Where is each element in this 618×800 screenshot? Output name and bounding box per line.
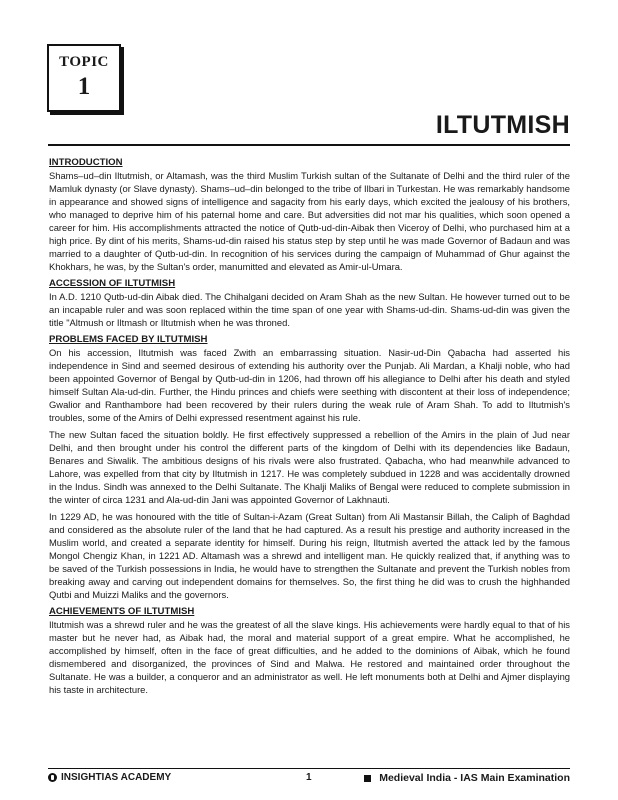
document-body — [49, 154, 570, 700]
paragraph: The new Sultan faced the situation boldly. He first effectively suppressed a rebellion of the Amirs in the plain of Jud near Delhi, and then brought under his control the different parts of the kingdom of Delhi with its dependencies like Badaun, Benares and Siwalik. The ambitious designs of his rivals were also frustrated. Qabacha, who had meanwhile advanced to Lahore, was expelled from that city by Iltutmish in 1217. He was completely subdued in 1228 and was accidentally drowned in the Indus. Sindh was annexed to the Delhi Sultanate. The Khalji Maliks of Bengal were reduced to complete submission in the winter of circa 1231 and Ala-ud-din Jani was appointed Governor of Lakhnauti. — [49, 429, 570, 505]
topic-number: 1 — [77, 73, 91, 100]
footer-divider — [48, 768, 570, 769]
page-number: 1 — [306, 772, 312, 783]
topic-label: TOPIC — [59, 54, 109, 70]
paragraph: Iltutmish was a shrewd ruler and he was the greatest of all the slave kings. His achievements were hardly equal to that of his master but he never had, as Aibak had, the moral and material support of a great empire. What he accomplished, he accomplished by himself, often in the face of great difficulties, and he added to the dominions of Aibak, which he found dismembered and disorganized, the provinces of Sind and Malwa. He restored and maintained order throughout the Sultanate. He was a builder, a conqueror and an administrator as well. He left monuments both at Delhi and Ajmer displaying his taste in architecture. — [49, 619, 570, 695]
page-title: ILTUTMISH — [435, 111, 570, 139]
section-heading: PROBLEMS FACED BY ILTUTMISH — [49, 334, 208, 345]
paragraph: On his accession, Iltutmish was faced Zwith an embarrassing situation. Nasir-ud-Din Qabacha had asserted his independence in Sind and seemed desirous of extending his authority over the Punjab. Ali Mardan, a Khalji noble, who had been appointed Governor of Bengal by Qutb-ud-din in 1206, had thrown off his allegiance to Delhi after his death and styled himself Sultan Ala-ud-din. Further, the Hindu princes and chiefs were seething with discontent at their loss of independence; Gwalior and Ranthambore had been recovered by their rulers during the weak rule of Aram Shah. To add to Iltutmish's troubles, some of the Amirs of Delhi expressed resentment against his rule. — [49, 347, 570, 423]
title-divider — [48, 144, 570, 146]
footer-series — [364, 772, 570, 784]
section-introduction — [49, 156, 570, 273]
series-title: Medieval India - IAS Main Examination — [379, 772, 570, 784]
section-problems — [49, 333, 570, 601]
academy-logo-icon — [48, 773, 57, 782]
topic-box — [47, 44, 121, 112]
paragraph: In 1229 AD, he was honoured with the title of Sultan-i-Azam (Great Sultan) from Ali Mastansir Billah, the Caliph of Baghdad and considered as the absolute ruler of the land that he had captured. As a result his prestige and authority increased in the Muslim world, and created a separate identity for himself. During his reign, Iltutmish averted the attack led by the famous Mongol Chengiz Khan, in 1221 AD. Altamash was a shrewd and intelligent man. He quickly realized that, if anything was to be saved of the Turkish possessions in India, he would have to strengthen the Sultanate and prevent the Turkish nobles from breaking away and carving out independent domains for themselves. So, the first thing he did was to crush the highhanded Qutbi and Muizzi Maliks and the governors. — [49, 511, 570, 600]
section-heading: INTRODUCTION — [49, 157, 123, 168]
footer-publisher — [48, 772, 171, 783]
section-heading: ACCESSION OF ILTUTMISH — [49, 278, 176, 289]
section-heading: ACHIEVEMENTS OF ILTUTMISH — [49, 606, 195, 617]
paragraph: Shams–ud–din Iltutmish, or Altamash, was the third Muslim Turkish sultan of the Sultanate of Delhi and the third ruler of the Mamluk dynasty (or Slave dynasty). Shams–ud–din belonged to the tribe of Ilbari in Turkestan. He was remarkably handsome in appearance and showed signs of intelligence and sagacity from his early days, which excited the jealousy of his brothers, who managed to deprive him of his paternal home and care. But adversities did not mar his qualities, which soon opened a career for him. His accomplishments attracted the notice of Qutb-ud-din-Aibak then Viceroy of Delhi, who purchased him at a high price. By dint of his merits, Shams-ud-din raised his status step by step until he was made Governor of Badaun and was married to a daughter of Qutb-ud-din. In recognition of his services during the campaign of Muhammad of Ghur against the Khokhars, he was, by the Sultan's order, manumitted and elevated as Amir-ul-Umara. — [49, 170, 570, 272]
square-bullet-icon — [364, 775, 371, 782]
section-accession — [49, 277, 570, 329]
publisher-name: INSIGHTIAS ACADEMY — [61, 772, 172, 783]
section-achievements — [49, 605, 570, 696]
paragraph: In A.D. 1210 Qutb-ud-din Aibak died. The Chihalgani decided on Aram Shah as the new Sultan. He however turned out to be an incapable ruler and was soon replaced within the time span of one year with Shams-ud-din. Shams-ud-din was given the title "Altmush or Iltmash or Iltutmish when he was throned. — [49, 291, 570, 328]
page-footer — [48, 772, 570, 788]
